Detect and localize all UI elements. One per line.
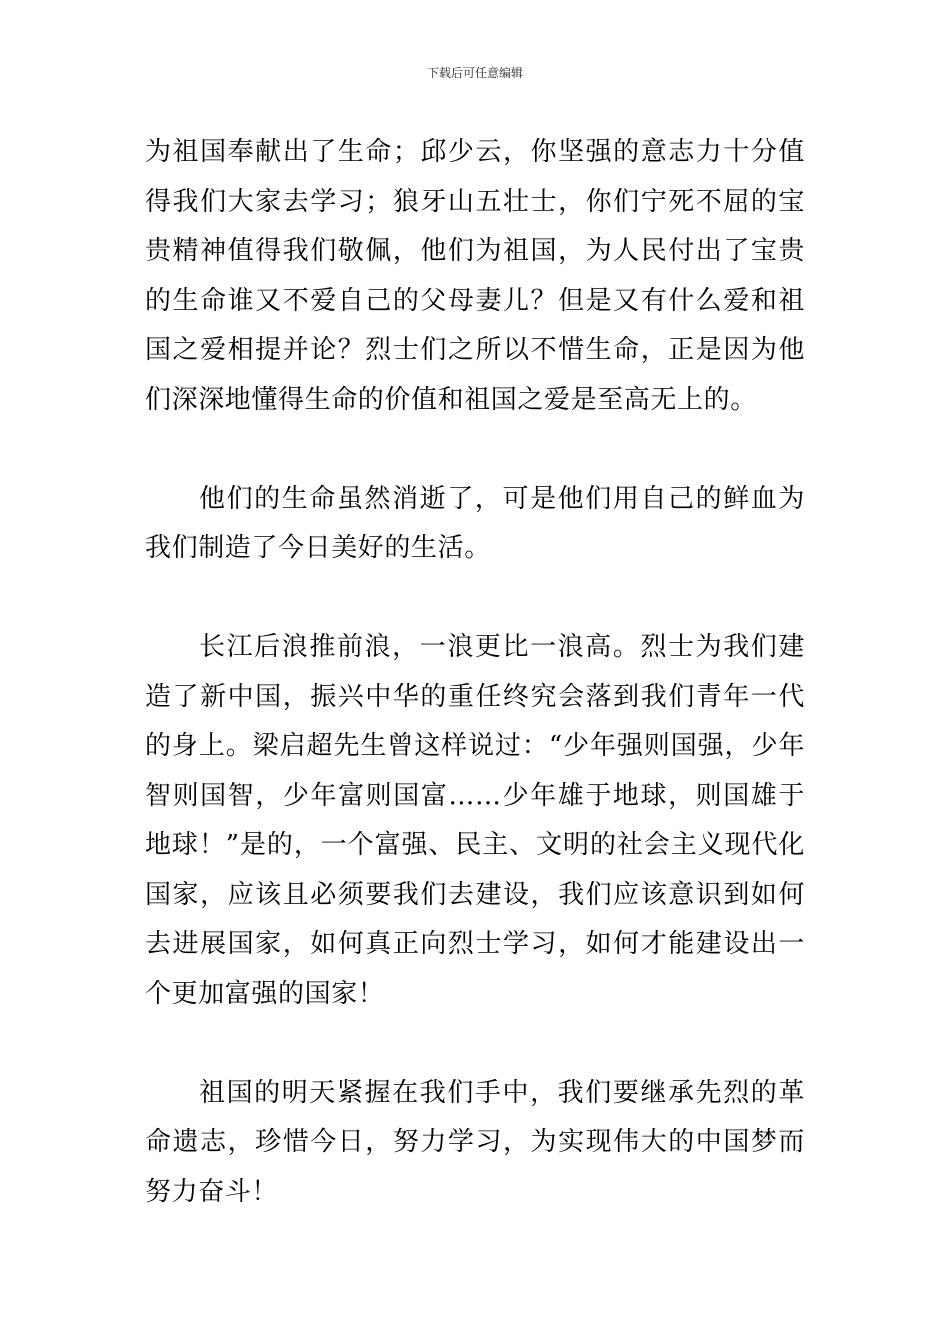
paragraph-4: 祖国的明天紧握在我们手中，我们要继承先烈的革命遗志，珍惜今日，努力学习，为实现伟大的中国梦而努力奋斗！: [145, 1077, 805, 1207]
paragraph-1: 为祖国奉献出了生命；邱少云，你坚强的意志力十分值得我们大家去学习；狼牙山五壮士，你们宁死不屈的宝贵精神值得我们敬佩，他们为祖国，为人民付出了宝贵的生命谁又不爱自己的父母妻儿？但是又有什么爱和祖国之爱相提并论？烈士们之所以不惜生命，正是因为他们深深地懂得生命的价值和祖国之爱是至高无上的。: [145, 137, 805, 415]
document-body: [145, 128, 805, 1217]
page-header-note: 下载后可任意编辑: [426, 66, 523, 80]
paragraph-3: 长江后浪推前浪，一浪更比一浪高。烈士为我们建造了新中国，振兴中华的重任终究会落到我们青年一代的身上。梁启超先生曾这样说过：“少年强则国强，少年智则国智，少年富则国富……少年雄于地球，则国雄于地球！”是的，一个富强、民主、文明的社会主义现代化国家，应该且必须要我们去建设，我们应该意识到如何去进展国家，如何真正向烈士学习，如何才能建设出一个更加富强的国家！: [145, 632, 805, 1009]
paragraph-2: 他们的生命虽然消逝了，可是他们用自己的鲜血为我们制造了今日美好的生活。: [145, 483, 805, 563]
